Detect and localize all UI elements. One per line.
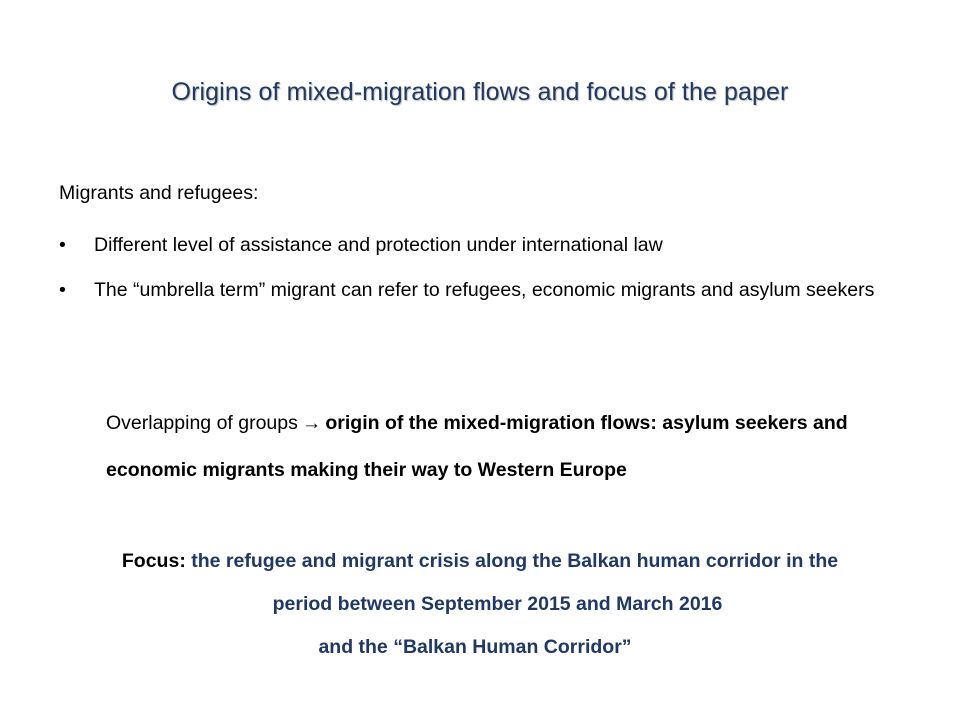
focus-label: Focus: — [121, 550, 186, 572]
focus-line-1: the refugee and migrant crisis along the Balkan human corridor in the — [191, 550, 839, 572]
bullet-list — [59, 224, 904, 311]
bullet-item — [59, 224, 904, 266]
slide-title: Origins of mixed-migration flows and focus of the paper — [171, 78, 789, 106]
intro-text: Migrants and refugees: — [59, 182, 259, 204]
arrow-icon: → — [301, 412, 322, 434]
focus-statement — [0, 540, 960, 669]
focus-line-2: period between September 2015 and March 2016 — [272, 593, 723, 615]
overlap-prefix: Overlapping of groups — [106, 412, 298, 434]
bullet-marker: • — [59, 279, 66, 301]
bullet-marker: • — [59, 234, 66, 256]
focus-line-3: and the “Balkan Human Corridor” — [318, 636, 632, 658]
overlap-bold-text: origin of the mixed-migration flows: asylum seekers and economic migrants making their way to Western Europe — [106, 412, 848, 481]
overlap-statement — [106, 400, 886, 494]
bullet-text: The “umbrella term” migrant can refer to refugees, economic migrants and asylum seekers — [94, 279, 875, 301]
bullet-item — [59, 269, 904, 311]
bullet-text: Different level of assistance and protection under international law — [94, 234, 663, 256]
